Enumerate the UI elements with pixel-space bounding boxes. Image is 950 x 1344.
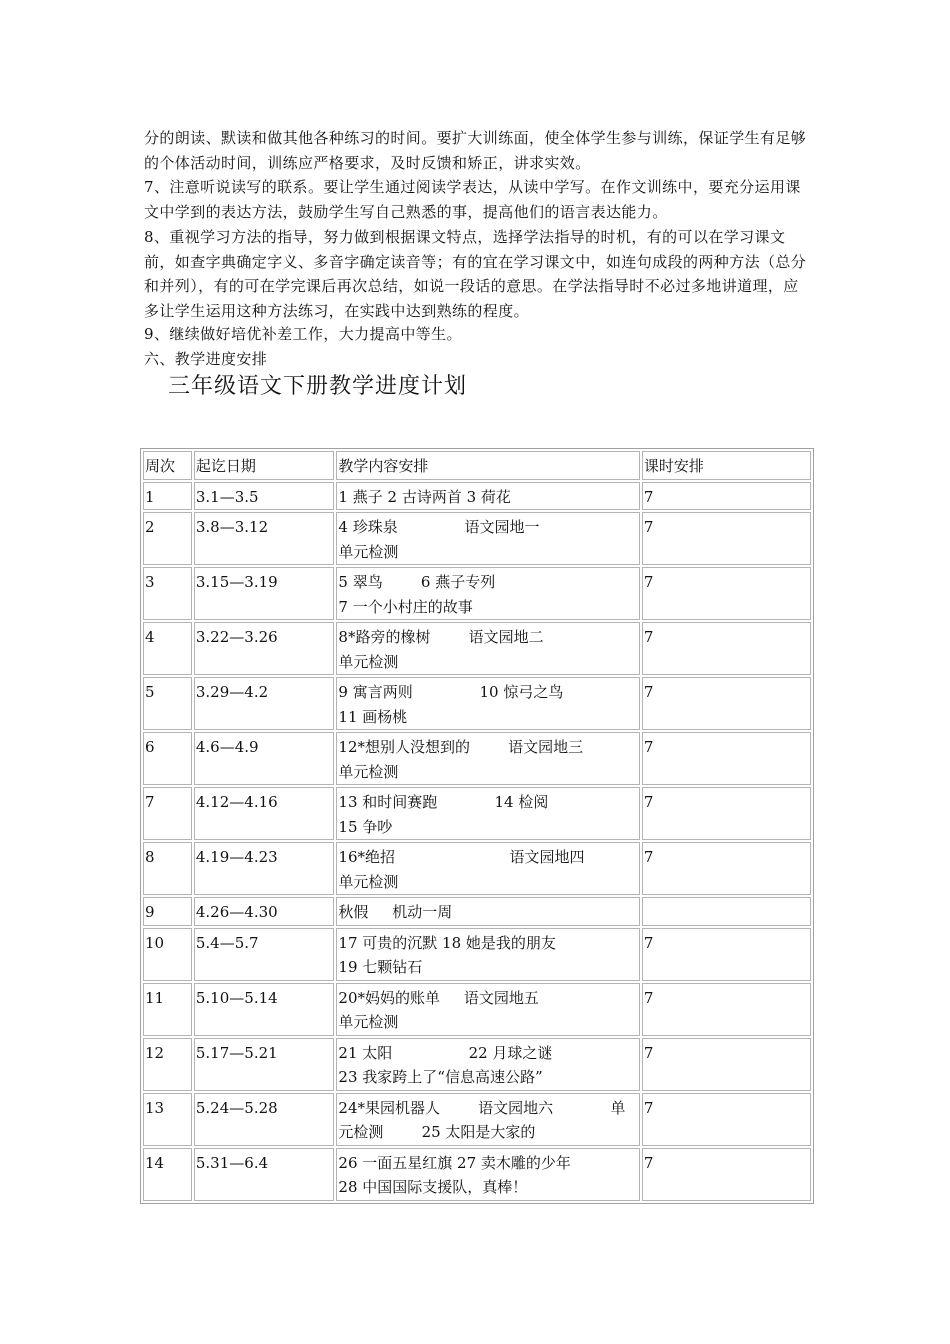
content-line: 8*路旁的橡树 语文园地二 [338, 628, 544, 646]
cell-hours: 7 [642, 512, 811, 565]
content-line: 17 可贵的沉默 18 她是我的朋友 [338, 933, 556, 952]
table-row [143, 1038, 811, 1091]
cell-week: 14 [143, 1148, 192, 1201]
content-line: 单元检测 [338, 1013, 399, 1031]
cell-content [336, 787, 640, 840]
cell-week: 9 [143, 897, 192, 926]
cell-week: 11 [143, 983, 192, 1036]
table-row [143, 677, 811, 730]
content-line: 15 争吵 [338, 817, 393, 836]
schedule-table [140, 448, 814, 1204]
content-line: 21 太阳 22 月球之谜 [338, 1043, 553, 1062]
cell-week: 3 [143, 567, 192, 620]
content-line: 元检测 25 太阳是大家的 [338, 1123, 536, 1141]
cell-dates: 5.4—5.7 [194, 928, 335, 981]
table-row [143, 983, 811, 1036]
cell-dates: 5.10—5.14 [194, 983, 335, 1036]
cell-week: 10 [143, 928, 192, 981]
cell-dates: 3.15—3.19 [194, 567, 335, 620]
table-row [143, 787, 811, 840]
content-line: 7 一个小村庄的故事 [338, 597, 473, 616]
cell-content [336, 482, 640, 511]
content-line: 26 一面五星红旗 27 卖木雕的少年 [338, 1153, 571, 1172]
cell-hours: 7 [642, 482, 811, 511]
cell-dates: 3.8—3.12 [194, 512, 335, 565]
cell-hours: 7 [642, 842, 811, 895]
cell-dates: 3.22—3.26 [194, 622, 335, 675]
content-line: 9 寓言两则 10 惊弓之鸟 [338, 683, 564, 701]
content-line: 20*妈妈的账单 语文园地五 [338, 988, 539, 1007]
cell-hours: 7 [642, 1038, 811, 1091]
content-line: 单元检测 [338, 542, 399, 561]
cell-week: 2 [143, 512, 192, 565]
cell-week: 1 [143, 482, 192, 511]
content-line: 1 燕子 2 古诗两首 3 荷花 [338, 487, 511, 506]
cell-hours: 7 [642, 567, 811, 620]
table-row [143, 928, 811, 981]
table-header-row [143, 451, 811, 480]
table-row [143, 842, 811, 895]
content-line: 11 画杨桃 [338, 707, 408, 726]
cell-hours: 7 [642, 1093, 811, 1146]
content-line: 5 翠鸟 6 燕子专列 [338, 573, 496, 591]
cell-content [336, 1148, 640, 1201]
cell-content [336, 1093, 640, 1146]
document-title: 三年级语文下册教学进度计划 [168, 374, 468, 399]
paragraph-practice-time: 分的朗读、默读和做其他各种练习的时间。要扩大训练面，使全体学生参与训练，保证学生有足够的个体活动时间，训练应严格要求，及时反馈和矫正，讲求实效。 [144, 129, 807, 172]
cell-content [336, 928, 640, 981]
cell-dates: 5.17—5.21 [194, 1038, 335, 1091]
cell-week: 12 [143, 1038, 192, 1091]
cell-content [336, 512, 640, 565]
content-line: 24*果园机器人 语文园地六 单 [338, 1098, 626, 1117]
cell-content [336, 842, 640, 895]
table-row [143, 1093, 811, 1146]
table-row [143, 567, 811, 620]
content-line: 单元检测 [338, 652, 399, 671]
cell-hours: 7 [642, 732, 811, 785]
cell-dates: 4.12—4.16 [194, 787, 335, 840]
content-line: 4 珍珠泉 语文园地一 [338, 518, 540, 536]
cell-dates: 5.31—6.4 [194, 1148, 335, 1201]
header-content: 教学内容安排 [336, 451, 640, 480]
cell-content [336, 732, 640, 785]
cell-hours: 7 [642, 928, 811, 981]
cell-content [336, 1038, 640, 1091]
cell-dates: 4.26—4.30 [194, 897, 335, 926]
cell-week: 5 [143, 677, 192, 730]
cell-week: 4 [143, 622, 192, 675]
table-row [143, 1148, 811, 1201]
content-line: 13 和时间赛跑 14 检阅 [338, 793, 549, 811]
cell-dates: 5.24—5.28 [194, 1093, 335, 1146]
content-line: 19 七颗钻石 [338, 958, 423, 976]
table-row [143, 512, 811, 565]
cell-dates: 4.6—4.9 [194, 732, 335, 785]
table-row [143, 622, 811, 675]
cell-hours: 7 [642, 677, 811, 730]
table-row [143, 732, 811, 785]
paragraph-tutoring: 9、继续做好培优补差工作，大力提高中等生。 [144, 325, 462, 343]
section-heading-schedule: 六、教学进度安排 [144, 350, 268, 368]
cell-content [336, 622, 640, 675]
header-hours: 课时安排 [642, 451, 811, 480]
content-line: 28 中国国际支援队，真棒！ [338, 1178, 528, 1196]
cell-hours [642, 897, 811, 926]
cell-content [336, 567, 640, 620]
header-dates: 起讫日期 [194, 451, 335, 480]
cell-hours: 7 [642, 1148, 811, 1201]
cell-week: 13 [143, 1093, 192, 1146]
cell-content [336, 677, 640, 730]
content-line: 秋假 机动一周 [338, 903, 453, 921]
content-line: 23 我家跨上了“信息高速公路” [338, 1068, 543, 1086]
content-line: 单元检测 [338, 762, 399, 781]
content-line: 16*绝招 语文园地四 [338, 848, 585, 866]
cell-content [336, 983, 640, 1036]
cell-dates: 3.1—3.5 [194, 482, 335, 511]
cell-week: 7 [143, 787, 192, 840]
cell-dates: 3.29—4.2 [194, 677, 335, 730]
content-line: 12*想别人没想到的 语文园地三 [338, 738, 584, 756]
cell-dates: 4.19—4.23 [194, 842, 335, 895]
paragraph-learning-methods: 8、重视学习方法的指导，努力做到根据课文特点，选择学法指导的时机，有的可以在学习课文前，如查字典确定字义、多音字确定读音等；有的宜在学习课文中，如连句成段的两种方法（总分和并列），有的可在学完课后再次总结，如说一段话的意思。在学法指导时不必过多地讲道理，应多让学生运用这种方法练习，在实践中达到熟练的程度。 [144, 228, 807, 320]
cell-week: 6 [143, 732, 192, 785]
content-line: 单元检测 [338, 872, 399, 891]
table-row [143, 482, 811, 511]
cell-hours: 7 [642, 787, 811, 840]
cell-hours: 7 [642, 983, 811, 1036]
header-week: 周次 [143, 451, 192, 480]
cell-week: 8 [143, 842, 192, 895]
cell-hours: 7 [642, 622, 811, 675]
paragraph-listen-speak-read-write: 7、注意听说读写的联系。要让学生通过阅读学表达，从读中学写。在作文训练中，要充分运用课文中学到的表达方法，鼓励学生写自己熟悉的事，提高他们的语言表达能力。 [144, 178, 801, 221]
table-row [143, 897, 811, 926]
cell-content [336, 897, 640, 926]
